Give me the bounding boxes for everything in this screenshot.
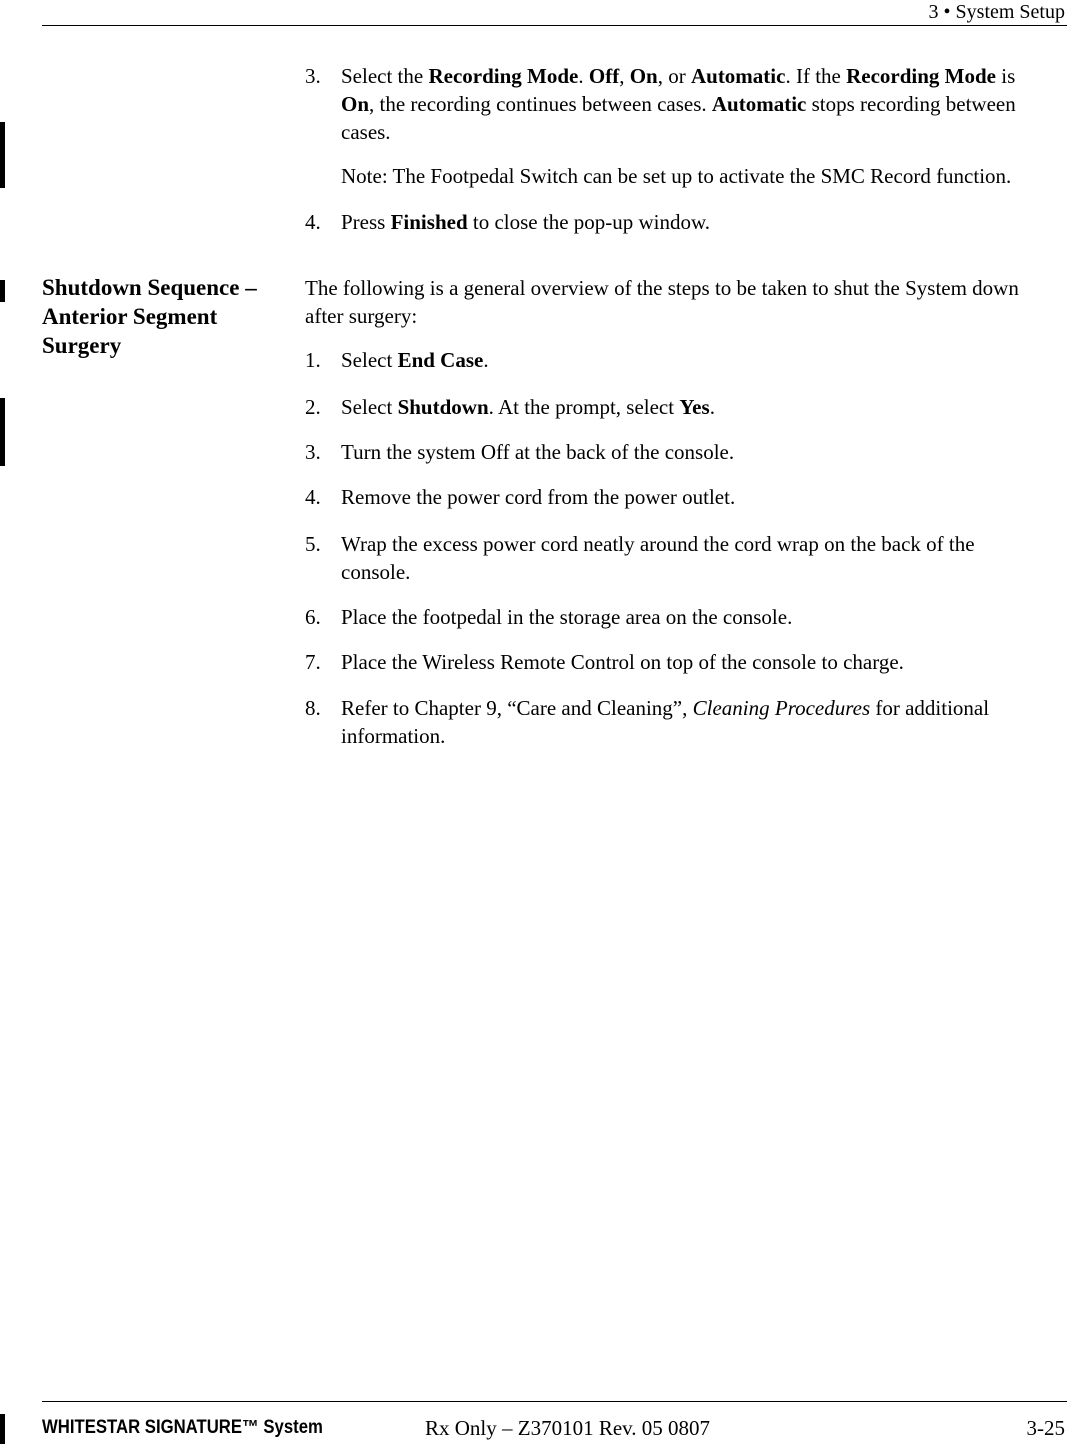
step-number: 3. <box>305 64 321 88</box>
step-number: 1. <box>305 348 321 372</box>
step-number: 2. <box>305 395 321 419</box>
change-bar <box>0 1414 5 1444</box>
bold-term: Finished <box>390 210 468 234</box>
change-bar <box>0 398 5 466</box>
text-run: Place the footpedal in the storage area on the console. <box>341 605 793 629</box>
text-run: . <box>578 64 589 88</box>
step-item <box>305 648 1067 676</box>
step-text <box>341 346 1067 374</box>
step-text <box>341 483 1067 511</box>
text-run: to close the pop-up window. <box>467 210 711 234</box>
bold-term: On <box>629 64 658 88</box>
step-item <box>305 694 1065 750</box>
text-run: Remove the power cord from the power outlet. <box>341 485 736 509</box>
step-text <box>341 530 1045 586</box>
step-item <box>305 62 1045 146</box>
italic-term: Cleaning Procedures <box>692 696 871 720</box>
step-text <box>341 62 1045 146</box>
running-header: 3 • System Setup <box>928 1 1065 23</box>
text-run: Wrap the excess power cord neatly around the cord wrap on the back of the console. <box>341 532 975 584</box>
footer-rule <box>42 1401 1067 1402</box>
text-run: . <box>483 348 489 372</box>
text-run: . If the <box>785 64 847 88</box>
text-run: , <box>619 64 630 88</box>
step-number: 4. <box>305 210 321 234</box>
footer-document-number: Rx Only – Z370101 Rev. 05 0807 <box>425 1416 711 1440</box>
step-item <box>305 603 1067 631</box>
text-run: stops recording between cases. <box>341 92 1016 144</box>
step-number: 8. <box>305 696 321 720</box>
text-run: is <box>996 64 1016 88</box>
text-run: Select <box>341 348 398 372</box>
bold-term: Recording Mode <box>846 64 997 88</box>
note-text: Note: The Footpedal Switch can be set up to activate the SMC Record function. <box>341 164 1012 188</box>
bold-term: On <box>341 92 370 116</box>
step-number: 4. <box>305 485 321 509</box>
page-number: 3-25 <box>1026 1416 1065 1440</box>
bold-term: Yes <box>679 395 710 419</box>
text-run: for additional information. <box>341 696 990 748</box>
step-item <box>305 393 1067 421</box>
change-bar <box>0 280 5 302</box>
text-run: Select the <box>341 64 429 88</box>
step-text <box>341 603 1067 631</box>
step-item <box>305 208 1067 236</box>
bold-term: End Case <box>397 348 484 372</box>
section-heading: Shutdown Sequence – Anterior Segment Surgery <box>42 275 257 358</box>
bold-term: Recording Mode <box>428 64 579 88</box>
step-number: 6. <box>305 605 321 629</box>
bold-term: Shutdown <box>397 395 489 419</box>
text-run: Refer to Chapter 9, “Care and Cleaning”, <box>341 696 693 720</box>
bold-term: Automatic <box>690 64 786 88</box>
text-run: , or <box>657 64 691 88</box>
step-number: 5. <box>305 532 321 556</box>
step-text <box>341 393 1067 421</box>
step-text <box>341 648 1067 676</box>
step-item <box>305 346 1067 374</box>
step-item <box>305 438 1067 466</box>
text-run: Place the Wireless Remote Control on top of the console to charge. <box>341 650 904 674</box>
step-item <box>305 483 1067 511</box>
step-text <box>341 694 1065 750</box>
step-text <box>341 438 1067 466</box>
text-run: Select <box>341 395 398 419</box>
bold-term: Off <box>588 64 620 88</box>
text-run: Press <box>341 210 391 234</box>
step-number: 3. <box>305 440 321 464</box>
step-item <box>305 530 1045 586</box>
text-run: Turn the system Off at the back of the console. <box>341 440 735 464</box>
intro-paragraph: The following is a general overview of the steps to be taken to shut the System down after surgery: <box>305 276 1019 328</box>
text-run: . <box>709 395 715 419</box>
header-rule <box>42 25 1067 26</box>
step-text <box>341 208 1067 236</box>
step-number: 7. <box>305 650 321 674</box>
text-run: , the recording continues between cases. <box>369 92 712 116</box>
bold-term: Automatic <box>711 92 807 116</box>
change-bar <box>0 122 5 188</box>
text-run: . At the prompt, select <box>488 395 680 419</box>
footer-product-name: WHITESTAR SIGNATURE™ System <box>42 1417 323 1438</box>
